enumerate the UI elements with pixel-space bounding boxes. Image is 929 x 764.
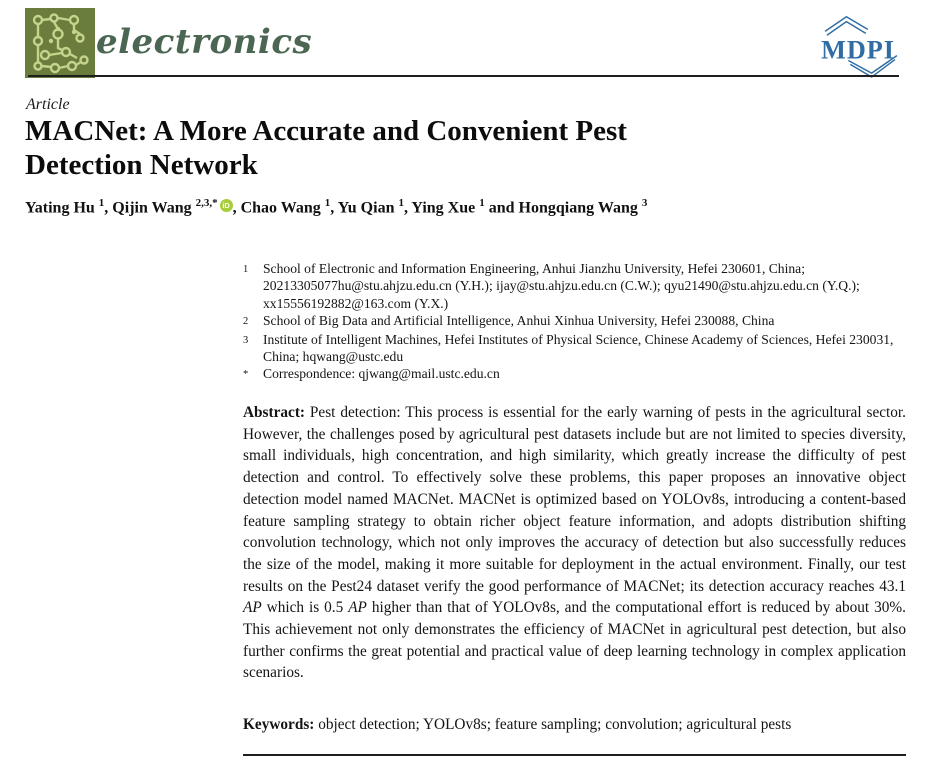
affiliations-list	[243, 260, 907, 384]
author-name: Yating Hu	[25, 199, 95, 217]
author-name: Ying Xue	[411, 199, 476, 217]
title-line-1: MACNet: A More Accurate and Convenient Pest	[25, 115, 627, 147]
abstract-label: Abstract:	[243, 404, 306, 421]
affiliation-marker: 3	[243, 334, 249, 346]
keywords-label: Keywords:	[243, 716, 315, 733]
page-title	[25, 114, 765, 182]
author-superscript: 1	[324, 197, 331, 209]
author-name: Yu Qian	[337, 199, 395, 217]
affiliation-item	[243, 331, 907, 366]
author-name: Chao Wang	[240, 199, 321, 217]
author-superscript: 3	[641, 197, 648, 209]
electronics-journal-logo	[25, 8, 95, 78]
affiliation-marker: 2	[243, 316, 249, 328]
journal-wordmark: electronics	[96, 22, 313, 62]
abstract-paragraph	[243, 402, 906, 684]
keywords-text: object detection; YOLOv8s; feature sampling; convolution; agricultural pests	[318, 716, 792, 733]
keywords-line	[243, 716, 906, 734]
section-divider	[243, 754, 906, 756]
orcid-icon[interactable]: iD	[220, 199, 233, 212]
author-name: Qijin Wang	[112, 199, 192, 217]
author-line: Yating Hu $^1$, Qijin Wang $^{2,3,*}$ iD , Chao Wang $^1$, Yu Qian $^1$, Ying Xue $^1$ and Hongqiang Wang $^3$	[25, 197, 648, 217]
affiliation-item	[243, 260, 907, 312]
affiliation-text: Correspondence: qjwang@mail.ustc.edu.cn	[263, 366, 500, 382]
affiliation-text: Institute of Intelligent Machines, Hefei Institutes of Physical Science, Chinese Academy of Sciences, Hefei 230031, China; hqwang@ustc.edu	[263, 331, 894, 365]
affiliation-item	[243, 312, 907, 330]
abstract-text: higher than that of YOLOv8s, and the computational effort is reduced by about 30%. This achievement not only demonstrates the efficiency of MACNet in agricultural pest detection, but also further confirms the great potential and practical value of deep learning technology in complex application scenarios.	[243, 599, 906, 682]
affiliation-marker: 1	[243, 264, 249, 275]
author-superscript: 1	[98, 197, 105, 209]
author-superscript: 2,3,*	[195, 197, 218, 209]
author-superscript: 1	[398, 197, 404, 209]
affiliation-marker: *	[243, 369, 249, 381]
author-name: Hongqiang Wang	[518, 199, 638, 217]
mdpi-wordmark: MDPI	[821, 35, 895, 65]
header-divider	[28, 75, 899, 77]
article-type-label: Article	[26, 96, 70, 113]
abstract-text: AP	[348, 599, 367, 617]
affiliation-item	[243, 365, 907, 383]
abstract-text: Pest detection: This process is essential for the early warning of pests in the agricultural sector. However, the challenges posed by agricultural pest datasets include but are not limited to species diversity, small individuals, high concentration, and high similarity, which greatly increase the difficulty of pest detection and control. To effectively solve these problems, this paper proposes an innovative object detection model named MACNet. MACNet is optimized based on YOLOv8s, introducing a content-based feature sampling strategy to obtain richer object feature information, and adopts distribution shifting convolution technology, which not only improves the accuracy of detection but also successfully reduces the size of the model, making it more suitable for deployment in the actual environment. Finally, our test results on the Pest24 dataset verify the good performance of MACNet; its detection accuracy reaches 43.1	[243, 404, 906, 595]
abstract-text: AP	[243, 599, 262, 617]
title-line-2: Detection Network	[25, 149, 258, 181]
abstract-text: which is 0.5	[261, 599, 349, 617]
affiliation-text: School of Electronic and Information Engineering, Anhui Jianzhu University, Hefei 230601, China; 20213305077hu@stu.ahjzu.edu.cn (Y.H.); ijay@stu.ahjzu.edu.cn (C.W.); qyu21490@stu.ahjzu.edu.cn (Y.Q.); xx15556192882@163.com (Y.X.)	[263, 261, 860, 311]
mdpi-logo	[812, 10, 907, 78]
author-superscript: 1	[479, 197, 485, 209]
affiliation-text: School of Big Data and Artificial Intelligence, Anhui Xinhua University, Hefei 230088, China	[263, 313, 775, 329]
